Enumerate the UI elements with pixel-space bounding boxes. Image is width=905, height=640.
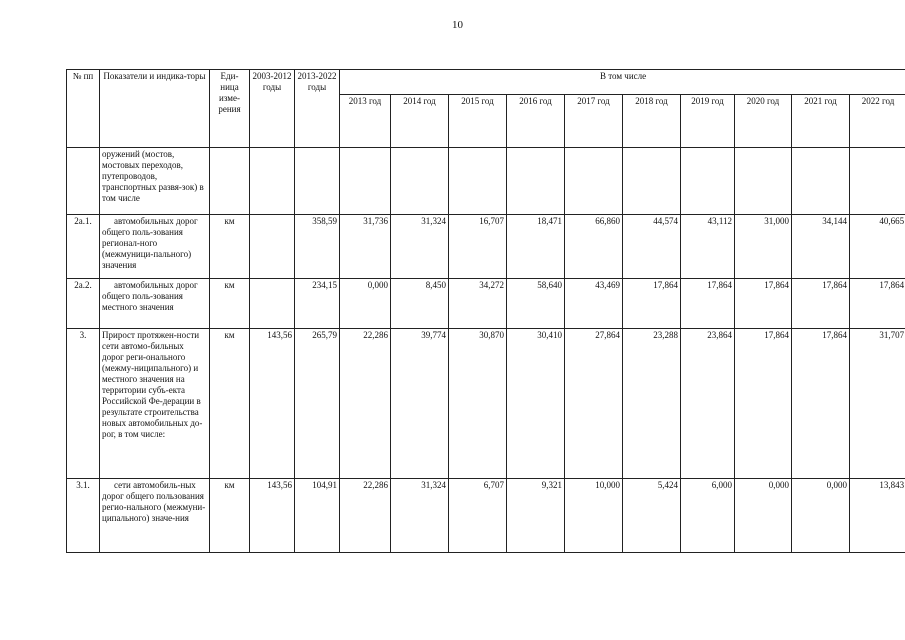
row-year-value: 31,000 [735,215,792,279]
row-year-value: 43,112 [681,215,735,279]
row-year-value [507,148,565,215]
row-year-value: 0,000 [340,279,391,329]
header-2013-2022: 2013-2022 годы [295,70,340,148]
row-year-value [340,148,391,215]
header-year: 2022 год [850,95,905,148]
row-2003-2012: 143,56 [250,479,295,553]
row-number [67,148,100,215]
row-year-value: 40,665 [850,215,905,279]
row-year-value: 43,469 [565,279,623,329]
row-year-value: 31,707 [850,329,905,479]
row-year-value: 31,324 [391,215,449,279]
header-year: 2020 год [735,95,792,148]
row-number: 2а.1. [67,215,100,279]
table-row [67,215,905,279]
row-year-value: 17,864 [792,279,850,329]
table-row [67,279,905,329]
row-year-value [623,148,681,215]
indicators-table [66,69,905,553]
row-year-value: 0,000 [735,479,792,553]
row-number: 2а.2. [67,279,100,329]
row-indicator: оружений (мостов, мостовых переходов, путепроводов, транспортных развя-зок) в том числе [100,148,210,215]
row-indicator: автомобильных дорог общего поль-зования регионал-ного (межмуници-пального) значения [100,215,210,279]
row-year-value: 30,410 [507,329,565,479]
row-year-value: 30,870 [449,329,507,479]
header-2003-2012: 2003-2012 годы [250,70,295,148]
header-year: 2015 год [449,95,507,148]
row-year-value: 17,864 [735,329,792,479]
row-2013-2022: 104,91 [295,479,340,553]
row-year-value [850,148,905,215]
header-row-top [67,70,905,95]
row-number: 3.1. [67,479,100,553]
table-row [67,329,905,479]
header-year: 2017 год [565,95,623,148]
row-year-value [792,148,850,215]
page-number: 10 [452,19,463,31]
row-year-value: 31,736 [340,215,391,279]
row-year-value: 22,286 [340,329,391,479]
row-year-value [735,148,792,215]
table-body [67,148,905,553]
row-2003-2012 [250,148,295,215]
row-year-value: 17,864 [681,279,735,329]
row-year-value: 8,450 [391,279,449,329]
header-no: № пп [67,70,100,148]
row-year-value: 17,864 [623,279,681,329]
row-indicator: автомобильных дорог общего поль-зования местного значения [100,279,210,329]
table-row [67,148,905,215]
row-year-value: 27,864 [565,329,623,479]
row-year-value: 23,864 [681,329,735,479]
row-year-value: 6,000 [681,479,735,553]
row-unit: км [210,479,250,553]
row-2013-2022: 234,15 [295,279,340,329]
row-year-value: 22,286 [340,479,391,553]
header-year: 2019 год [681,95,735,148]
row-year-value: 58,640 [507,279,565,329]
header-unit: Еди-ница изме-рения [210,70,250,148]
row-2013-2022: 358,59 [295,215,340,279]
header-including: В том числе [340,70,905,95]
row-2003-2012 [250,215,295,279]
header-year: 2021 год [792,95,850,148]
row-2003-2012: 143,56 [250,329,295,479]
row-year-value: 16,707 [449,215,507,279]
row-2003-2012 [250,279,295,329]
row-year-value: 13,843 [850,479,905,553]
row-year-value: 44,574 [623,215,681,279]
row-year-value: 34,144 [792,215,850,279]
row-year-value: 0,000 [792,479,850,553]
row-year-value: 18,471 [507,215,565,279]
row-unit: км [210,215,250,279]
row-number: 3. [67,329,100,479]
row-2013-2022 [295,148,340,215]
row-year-value: 9,321 [507,479,565,553]
row-year-value: 5,424 [623,479,681,553]
row-year-value [565,148,623,215]
header-year: 2018 год [623,95,681,148]
header-year: 2013 год [340,95,391,148]
row-unit: км [210,279,250,329]
row-year-value [681,148,735,215]
row-indicator: сети автомобиль-ных дорог общего пользования регио-нального (межмуни-ципального) значе-ния [100,479,210,553]
row-year-value: 17,864 [850,279,905,329]
row-year-value: 66,860 [565,215,623,279]
row-year-value: 10,000 [565,479,623,553]
row-year-value: 6,707 [449,479,507,553]
row-year-value: 31,324 [391,479,449,553]
row-year-value: 39,774 [391,329,449,479]
row-2013-2022: 265,79 [295,329,340,479]
row-year-value: 17,864 [792,329,850,479]
row-unit: км [210,329,250,479]
row-indicator: Прирост протяжен-ности сети автомо-бильных дорог реги-онального (межму-ниципального) и местного значения на территории субъ-екта Российской Фе-дерации в результате строительства новых автомобильных до-рог, в том числе: [100,329,210,479]
header-indicator: Показатели и индика-торы [100,70,210,148]
row-year-value [391,148,449,215]
row-year-value: 17,864 [735,279,792,329]
row-year-value: 34,272 [449,279,507,329]
header-year: 2014 год [391,95,449,148]
table-row [67,479,905,553]
row-year-value [449,148,507,215]
header-year: 2016 год [507,95,565,148]
row-unit [210,148,250,215]
row-year-value: 23,288 [623,329,681,479]
